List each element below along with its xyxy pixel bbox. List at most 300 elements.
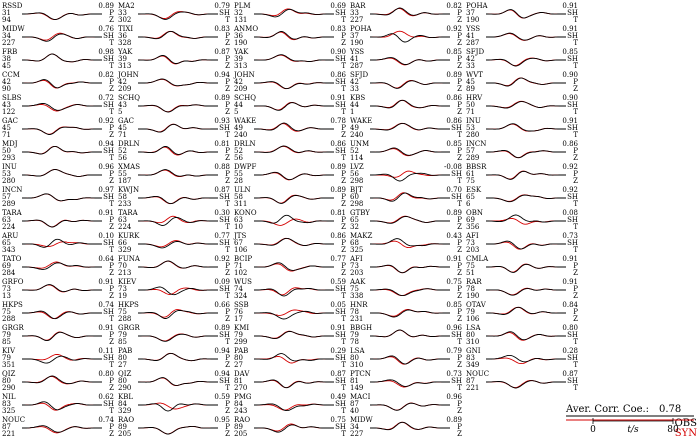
station-component: P — [573, 170, 578, 178]
station-phase: T — [109, 246, 114, 254]
station-phase: T — [341, 154, 346, 162]
station-component: P — [225, 262, 230, 270]
station-component: P — [225, 32, 230, 40]
station-component: P — [573, 78, 578, 86]
station-distance: 349 — [466, 361, 480, 369]
station-panel — [350, 2, 462, 24]
station-name: QIZ — [2, 370, 16, 378]
station-panel — [466, 255, 578, 277]
station-component: SH — [335, 285, 346, 293]
synthetic-waveform — [254, 219, 334, 225]
station-distance: 227 — [2, 39, 16, 47]
station-correlation: 0.73 — [446, 370, 462, 378]
station-name: AAK — [350, 278, 366, 286]
station-distance: 325 — [2, 407, 16, 415]
station-phase: Z — [573, 269, 578, 277]
station-component: P — [109, 377, 114, 385]
station-azimuth: 39 — [118, 55, 127, 63]
observed-waveform — [486, 241, 566, 249]
station-azimuth: 81 — [234, 377, 243, 385]
station-distance: 288 — [2, 315, 16, 323]
observed-waveform — [254, 263, 334, 271]
station-component: P — [225, 170, 230, 178]
station-phase: Z — [457, 315, 462, 323]
station-component: P — [457, 262, 462, 270]
station-azimuth: 65 — [350, 216, 359, 224]
station-distance: 329 — [118, 246, 132, 254]
station-phase: T — [225, 200, 230, 208]
observed-waveform — [370, 100, 450, 108]
station-distance: 1 — [350, 108, 355, 116]
station-panel — [1, 232, 114, 254]
station-component: P — [457, 285, 462, 293]
station-name: PLM — [234, 2, 251, 10]
observed-waveform — [254, 9, 334, 17]
station-distance: 209 — [118, 85, 132, 93]
station-name: KIV — [2, 347, 16, 355]
station-component: SH — [567, 9, 578, 17]
syn-legend-label: SYN — [674, 428, 697, 437]
station-correlation: 0.59 — [330, 278, 346, 286]
station-correlation: 0.89 — [330, 163, 346, 171]
station-name: TARA — [2, 209, 22, 217]
station-panel — [350, 25, 462, 47]
station-phase: T — [573, 200, 578, 208]
observed-waveform — [254, 55, 334, 62]
station-correlation: 0.95 — [214, 416, 230, 424]
station-distance: 33 — [466, 62, 475, 70]
station-panel — [2, 301, 115, 323]
synthetic-waveform — [370, 357, 450, 365]
station-phase: T — [457, 338, 462, 346]
observed-waveform — [486, 195, 566, 202]
station-component: P — [109, 216, 114, 224]
station-panel — [233, 25, 346, 47]
station-panel — [466, 2, 578, 24]
station-azimuth: 73 — [350, 262, 359, 270]
station-component: SH — [335, 354, 346, 362]
station-distance: 114 — [350, 154, 364, 162]
station-azimuth: 67 — [234, 239, 243, 247]
station-name: PAB — [234, 347, 249, 355]
station-panel — [118, 278, 230, 300]
station-name: LSA — [466, 324, 481, 332]
station-panel — [2, 25, 115, 47]
station-name: GAC — [118, 117, 135, 125]
station-distance: 290 — [118, 384, 132, 392]
station-phase: T — [573, 361, 578, 369]
station-distance: 290 — [2, 384, 16, 392]
station-phase: Z — [573, 315, 578, 323]
observed-waveform — [370, 81, 450, 89]
station-azimuth: 41 — [350, 55, 359, 63]
station-phase: T — [341, 292, 346, 300]
station-azimuth: 31 — [2, 9, 11, 17]
station-panel — [350, 324, 463, 346]
station-distance: 227 — [350, 430, 364, 437]
station-correlation: 0.89 — [330, 186, 346, 194]
avg-corr-label: Aver. Corr. Coe.: — [566, 404, 650, 415]
station-name: FRB — [2, 48, 18, 56]
station-panel — [466, 94, 578, 116]
station-correlation: 0.85 — [446, 140, 462, 148]
station-phase: T — [225, 338, 230, 346]
station-azimuth: 63 — [118, 216, 127, 224]
station-correlation: 0.88 — [214, 163, 230, 171]
station-panel — [350, 232, 462, 254]
station-azimuth: 79 — [118, 331, 127, 339]
station-name: QIZ — [118, 370, 132, 378]
station-azimuth: 42 — [350, 78, 359, 86]
station-name: GRGR — [2, 324, 24, 332]
station-name: POHA — [466, 2, 488, 10]
station-phase: T — [225, 131, 230, 139]
station-name: INCN — [466, 140, 487, 148]
observed-waveform — [370, 173, 450, 181]
station-distance: 302 — [118, 16, 132, 24]
station-azimuth: 39 — [234, 55, 243, 63]
station-component: SH — [219, 193, 230, 201]
station-name: JOHN — [118, 71, 139, 79]
station-panel — [466, 301, 579, 323]
station-correlation: 0.93 — [214, 117, 230, 125]
station-distance: 190 — [350, 39, 364, 47]
station-azimuth: 68 — [350, 239, 359, 247]
station-panel — [234, 2, 346, 24]
station-panel — [118, 25, 230, 47]
synthetic-waveform — [138, 124, 218, 132]
station-correlation: 0.91 — [562, 255, 578, 263]
station-azimuth: 80 — [2, 377, 11, 385]
station-component: SH — [335, 55, 346, 63]
station-distance: 102 — [234, 269, 248, 277]
station-phase: Z — [457, 361, 462, 369]
station-phase: T — [109, 108, 114, 116]
observed-waveform — [370, 217, 450, 224]
station-distance: 351 — [2, 361, 16, 369]
station-correlation: 0.86 — [330, 232, 346, 240]
station-correlation: 0.91 — [330, 324, 346, 332]
station-panel — [118, 2, 230, 24]
station-panel — [350, 117, 463, 139]
station-component: P — [225, 423, 230, 431]
station-distance: 71 — [2, 131, 11, 139]
station-distance: 17 — [234, 315, 243, 323]
station-name: SLBS — [2, 94, 22, 102]
station-name: OBN — [466, 209, 484, 217]
station-distance: 5 — [118, 108, 123, 116]
observed-waveform — [138, 196, 218, 203]
station-phase: Z — [457, 154, 462, 162]
station-distance: 313 — [234, 62, 248, 70]
station-component: SH — [103, 147, 114, 155]
station-azimuth: 52 — [350, 147, 359, 155]
station-correlation: 0.87 — [214, 48, 230, 56]
observed-waveform — [22, 34, 102, 41]
station-distance: 284 — [2, 269, 16, 277]
station-name: CMLA — [466, 255, 489, 263]
station-panel — [2, 393, 114, 415]
station-name: MAKZ — [350, 232, 373, 240]
station-phase: T — [341, 407, 346, 415]
station-component: P — [457, 423, 462, 431]
station-panel — [234, 278, 346, 300]
station-azimuth: 57 — [466, 147, 475, 155]
station-name: CCM — [2, 71, 20, 79]
station-correlation: 0.79 — [446, 347, 462, 355]
station-correlation: 0.86 — [330, 140, 346, 148]
station-correlation: 0.81 — [214, 140, 230, 148]
station-azimuth: 33 — [350, 9, 359, 17]
synthetic-waveform — [22, 285, 102, 292]
station-distance: 75 — [466, 177, 475, 185]
station-panel — [350, 140, 462, 162]
station-panel — [118, 163, 230, 185]
synthetic-waveform — [22, 80, 102, 88]
station-distance: 287 — [350, 62, 364, 70]
station-component: SH — [335, 78, 346, 86]
station-name: MACI — [350, 393, 371, 401]
station-distance: 298 — [350, 177, 364, 185]
observed-waveform — [254, 82, 334, 89]
station-correlation: 0.91 — [562, 2, 578, 10]
station-distance: 298 — [350, 200, 364, 208]
station-correlation: 0.28 — [562, 347, 578, 355]
station-component: P — [341, 124, 346, 132]
station-correlation: 0.82 — [98, 71, 114, 79]
station-panel — [350, 94, 463, 116]
station-distance: 324 — [234, 292, 248, 300]
station-panel — [118, 370, 231, 392]
observed-waveform — [370, 310, 450, 317]
station-distance: 33 — [350, 85, 359, 93]
synthetic-waveform — [254, 32, 334, 40]
station-phase: Z — [457, 108, 462, 116]
station-name: BJT — [350, 186, 363, 194]
station-panel — [349, 278, 462, 300]
station-component: SH — [567, 124, 578, 132]
observed-waveform — [22, 194, 102, 201]
station-distance: 299 — [234, 338, 248, 346]
station-panel — [466, 324, 578, 346]
station-panel — [2, 186, 114, 208]
station-correlation: 0.79 — [214, 2, 230, 10]
station-phase: T — [457, 177, 462, 185]
station-name: PTCN — [350, 370, 371, 378]
observed-waveform — [22, 332, 102, 340]
station-component: SH — [103, 354, 114, 362]
station-azimuth: 70 — [118, 262, 127, 270]
station-distance: 90 — [2, 85, 11, 93]
station-name: YAK — [118, 48, 133, 56]
station-azimuth: 89 — [234, 423, 243, 431]
station-panel — [2, 255, 115, 277]
station-distance: 310 — [350, 361, 364, 369]
station-correlation: 0.89 — [98, 2, 114, 10]
station-distance: 221 — [466, 384, 480, 392]
station-distance: 10 — [234, 223, 243, 231]
observed-waveform — [370, 34, 450, 42]
observed-waveform — [254, 311, 334, 319]
station-correlation: 0.62 — [98, 393, 114, 401]
station-component: SH — [567, 354, 578, 362]
station-azimuth: 80 — [118, 377, 127, 385]
observed-waveform — [370, 58, 450, 65]
station-phase: Z — [225, 62, 230, 70]
time-axis-tick-label-80: 80 — [667, 425, 679, 435]
station-panel — [466, 209, 578, 231]
station-azimuth: 80 — [118, 354, 127, 362]
observed-waveform — [254, 354, 334, 361]
observed-waveform — [22, 263, 102, 270]
station-azimuth: 58 — [118, 193, 127, 201]
observed-waveform — [22, 170, 102, 177]
station-distance: 190 — [466, 16, 480, 24]
station-distance: 289 — [466, 154, 480, 162]
station-azimuth: 52 — [234, 147, 243, 155]
observed-waveform — [370, 356, 450, 364]
observed-waveform — [486, 78, 566, 86]
station-azimuth: 53 — [2, 170, 11, 178]
station-azimuth: 69 — [466, 216, 475, 224]
station-name: GAC — [2, 117, 19, 125]
station-azimuth: 83 — [2, 400, 11, 408]
station-distance: 289 — [2, 200, 16, 208]
station-correlation: 0.64 — [98, 255, 114, 263]
time-axis-tick-label-0: 0 — [590, 425, 596, 435]
station-panel — [2, 278, 114, 300]
station-panel — [233, 232, 347, 254]
avg-corr-value: 0.78 — [659, 404, 682, 415]
station-correlation: 0.80 — [562, 324, 578, 332]
station-panel — [2, 71, 114, 93]
observed-waveform — [138, 311, 218, 319]
station-component: P — [341, 239, 346, 247]
synthetic-waveform — [254, 146, 334, 152]
station-distance: 106 — [466, 315, 480, 323]
station-phase: Z — [109, 223, 114, 231]
station-distance: 71 — [118, 131, 127, 139]
station-azimuth: 61 — [466, 170, 475, 178]
station-name: SCHQ — [118, 94, 140, 102]
station-phase: Z — [225, 85, 230, 93]
station-correlation: -0.08 — [444, 163, 462, 171]
station-azimuth: 76 — [234, 308, 243, 316]
station-component: SH — [219, 216, 230, 224]
station-panel — [466, 163, 578, 185]
station-panel — [350, 370, 462, 392]
station-distance: 224 — [118, 223, 132, 231]
station-azimuth: 73 — [118, 285, 127, 293]
station-distance: 231 — [350, 315, 364, 323]
station-phase: T — [109, 39, 114, 47]
station-phase: Z — [341, 39, 346, 47]
obs-legend-label: OBS — [674, 418, 697, 429]
station-distance: 28 — [234, 177, 243, 185]
observed-waveform — [138, 31, 218, 38]
station-component: SH — [451, 170, 462, 178]
station-panel — [465, 25, 578, 47]
station-phase: Z — [341, 223, 346, 231]
station-distance: 311 — [234, 200, 248, 208]
observed-waveform — [138, 170, 218, 177]
station-panel — [350, 416, 462, 437]
station-azimuth: 80 — [234, 354, 243, 362]
station-correlation: 0.85 — [446, 301, 462, 309]
station-panel — [233, 48, 346, 70]
station-azimuth: 78 — [350, 308, 359, 316]
observed-waveform — [486, 171, 566, 179]
station-azimuth: 79 — [2, 354, 11, 362]
station-phase: Z — [225, 407, 230, 415]
station-name: WUS — [234, 278, 252, 286]
station-panel — [466, 278, 578, 300]
station-component: SH — [219, 285, 230, 293]
station-phase: T — [573, 62, 578, 70]
station-component: SH — [451, 193, 462, 201]
observed-waveform — [486, 102, 566, 108]
station-correlation: 0.70 — [446, 186, 462, 194]
station-azimuth: 81 — [350, 377, 359, 385]
observed-waveform — [138, 242, 218, 248]
station-component: SH — [103, 55, 114, 63]
station-panel — [234, 140, 347, 162]
station-phase: T — [109, 154, 114, 162]
station-distance: 32 — [350, 223, 359, 231]
station-component: P — [225, 147, 230, 155]
station-phase: Z — [341, 269, 346, 277]
station-name: GTBY — [350, 209, 370, 217]
station-correlation: 0.91 — [98, 278, 114, 286]
station-distance: 56 — [234, 154, 243, 162]
station-azimuth: 42 — [2, 78, 11, 86]
station-phase: T — [457, 131, 462, 139]
station-phase: Z — [225, 269, 230, 277]
station-component: P — [457, 55, 462, 63]
station-panel — [234, 301, 346, 323]
observed-waveform — [138, 426, 218, 434]
station-panel — [234, 416, 346, 437]
station-phase: Z — [457, 62, 462, 70]
station-azimuth: 33 — [118, 9, 127, 17]
station-phase: T — [109, 315, 114, 323]
station-phase: Z — [225, 361, 230, 369]
station-distance: 106 — [234, 246, 248, 254]
station-panel — [118, 209, 230, 231]
station-component: P — [457, 147, 462, 155]
station-correlation: 0.05 — [330, 301, 346, 309]
station-component: P — [573, 262, 578, 270]
observed-waveform — [22, 311, 102, 319]
station-azimuth: 37 — [350, 32, 359, 40]
station-component: SH — [335, 308, 346, 316]
observed-waveform — [138, 147, 218, 155]
synthetic-waveform — [370, 81, 450, 89]
synthetic-waveform — [254, 288, 334, 295]
station-phase: T — [457, 384, 462, 392]
station-name: HKPS — [118, 301, 139, 309]
station-component: P — [109, 170, 114, 178]
station-phase: Z — [109, 269, 114, 277]
station-panel — [349, 48, 462, 70]
station-correlation: 0.96 — [446, 324, 462, 332]
station-name: AFI — [466, 232, 479, 240]
station-phase: Z — [457, 407, 462, 415]
station-distance: 293 — [2, 154, 16, 162]
station-name: WAKE — [350, 117, 373, 125]
station-correlation: 0.72 — [98, 94, 114, 102]
synthetic-waveform — [370, 403, 450, 410]
